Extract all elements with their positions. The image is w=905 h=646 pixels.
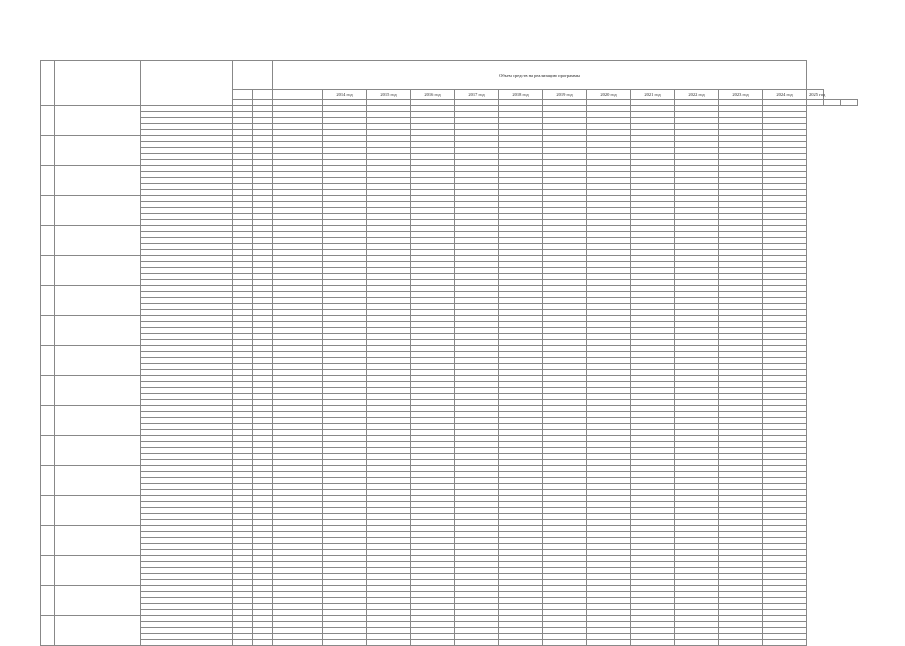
value-cell	[763, 640, 807, 646]
header-total	[273, 90, 323, 100]
header-number	[41, 61, 55, 106]
row-index	[41, 616, 55, 646]
row-description	[55, 496, 141, 526]
row-description	[55, 226, 141, 256]
row-description	[55, 136, 141, 166]
value-cell	[367, 640, 411, 646]
header-column-number	[807, 100, 824, 106]
row-index	[41, 466, 55, 496]
row-index	[41, 196, 55, 226]
header-budget-sub	[253, 90, 273, 100]
header-year: 2025 год	[807, 90, 824, 100]
row-index	[41, 496, 55, 526]
header-year: 2019 год	[543, 90, 587, 100]
value-cell	[587, 640, 631, 646]
row-description	[55, 526, 141, 556]
row-description	[55, 436, 141, 466]
header-column-number	[824, 100, 841, 106]
value-cell	[273, 640, 323, 646]
header-funding-volume: Объем средств на реализацию программы	[273, 61, 807, 90]
row-description	[55, 406, 141, 436]
value-cell	[323, 640, 367, 646]
value-cell	[411, 640, 455, 646]
header-year: 2018 год	[499, 90, 543, 100]
row-index	[41, 586, 55, 616]
row-index	[41, 136, 55, 166]
funding-source-cell	[141, 640, 233, 646]
row-description	[55, 556, 141, 586]
header-year: 2020 год	[587, 90, 631, 100]
row-index	[41, 256, 55, 286]
header-year: 2024 год	[763, 90, 807, 100]
row-description	[55, 586, 141, 616]
header-year: 2022 год	[675, 90, 719, 100]
header-year: 2014 год	[323, 90, 367, 100]
value-cell	[675, 640, 719, 646]
row-description	[55, 256, 141, 286]
table-body	[41, 106, 858, 646]
row-description	[55, 346, 141, 376]
header-column-number	[841, 100, 858, 106]
row-index	[41, 376, 55, 406]
row-index	[41, 556, 55, 586]
value-cell	[499, 640, 543, 646]
row-index	[41, 436, 55, 466]
row-index	[41, 286, 55, 316]
row-description	[55, 316, 141, 346]
row-index	[41, 346, 55, 376]
row-index	[41, 406, 55, 436]
row-index	[41, 526, 55, 556]
header-budget-classification	[233, 61, 273, 90]
value-cell	[543, 640, 587, 646]
row-description	[55, 106, 141, 136]
row-index	[41, 106, 55, 136]
row-index	[41, 316, 55, 346]
row-description	[55, 616, 141, 646]
value-cell	[719, 640, 763, 646]
header-budget-sub	[233, 90, 253, 100]
header-funding-source	[141, 61, 233, 106]
row-description	[55, 286, 141, 316]
value-cell	[233, 640, 253, 646]
row-description	[55, 196, 141, 226]
header-year: 2016 год	[411, 90, 455, 100]
header-year: 2015 год	[367, 90, 411, 100]
program-funding-table	[40, 60, 858, 646]
header-year: 2017 год	[455, 90, 499, 100]
value-cell	[631, 640, 675, 646]
row-index	[41, 226, 55, 256]
table-row	[41, 640, 858, 646]
row-index	[41, 166, 55, 196]
header-year: 2023 год	[719, 90, 763, 100]
row-description	[55, 376, 141, 406]
header-program-name	[55, 61, 141, 106]
row-description	[55, 166, 141, 196]
value-cell	[455, 640, 499, 646]
header-year: 2021 год	[631, 90, 675, 100]
row-description	[55, 466, 141, 496]
value-cell	[253, 640, 273, 646]
